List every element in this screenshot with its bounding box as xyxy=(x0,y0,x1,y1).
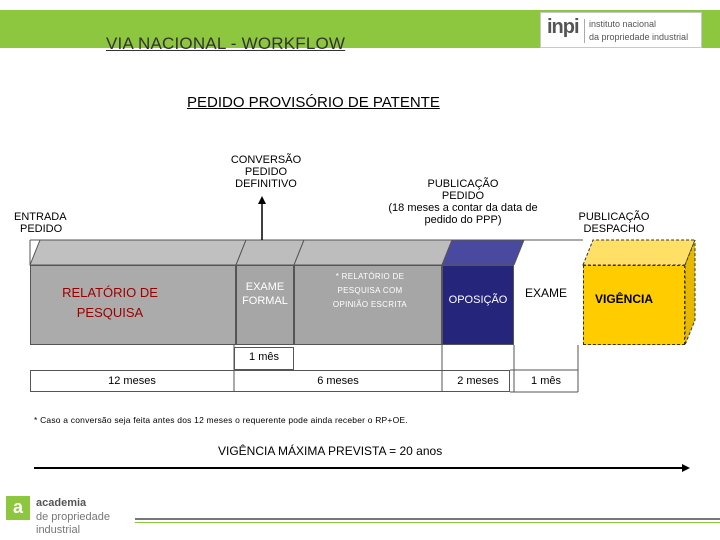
relatorio-opiniao-block-label: * RELATÓRIO DE PESQUISA COM OPINIÃO ESCRITA xyxy=(332,272,408,309)
relatorio-block-label: RELATÓRIO DE PESQUISA xyxy=(62,285,158,320)
vigencia-block-label: VIGÊNCIA xyxy=(594,292,653,306)
exame-formal-top-face xyxy=(236,240,304,265)
oposicao-block-label: OPOSIÇÃO xyxy=(448,294,508,306)
main-title: PEDIDO PROVISÓRIO DE PATENTE xyxy=(187,94,440,111)
exame-block-label: EXAME xyxy=(524,286,567,300)
footnote: * Caso a conversão seja feita antes dos 12 meses o requerente pode ainda receber o RP+OE. xyxy=(34,415,408,425)
conversao-label: CONVERSÃO PEDIDO DEFINITIVO xyxy=(230,154,302,190)
timeline-cell-12-meses: 12 meses xyxy=(108,375,156,387)
timeline-cell-6-meses: 6 meses xyxy=(317,375,359,387)
footer-rule-accent xyxy=(135,522,720,523)
header-title: VIA NACIONAL - WORKFLOW xyxy=(106,34,346,53)
one-month-label: 1 mês xyxy=(249,351,279,363)
timeline-cell-2-meses: 2 meses xyxy=(457,375,499,387)
exame-formal-block-label: EXAME FORMAL xyxy=(242,281,288,307)
entrada-label: ENTRADA PEDIDO xyxy=(14,211,67,235)
conversao-arrow-head xyxy=(258,196,266,204)
exame-block xyxy=(514,265,578,345)
timeline-cell-1-mes: 1 mês xyxy=(531,375,561,387)
total-duration-arrow xyxy=(34,467,682,469)
vigencia-top-face xyxy=(583,240,695,265)
vigencia-maxima-label: VIGÊNCIA MÁXIMA PREVISTA = 20 anos xyxy=(218,444,443,458)
relatorio-top-face xyxy=(30,240,246,265)
publicacao-pedido-label: PUBLICAÇÃO PEDIDO (18 meses a contar da data de pedido do PPP) xyxy=(388,178,538,226)
academia-text-line3: industrial xyxy=(36,524,81,536)
inpi-name-line2: da propriedade industrial xyxy=(589,32,689,42)
academia-logo-letter: a xyxy=(12,497,23,517)
academia-text-line2: de propriedade xyxy=(36,511,111,523)
oposicao-top-face xyxy=(442,240,524,265)
total-arrow-head xyxy=(682,464,690,472)
academia-text-line1: academia xyxy=(36,497,87,509)
inpi-name-line1: instituto nacional xyxy=(589,19,657,29)
opiniao-top-face xyxy=(294,240,452,265)
inpi-logo: inpi xyxy=(547,16,579,38)
publicacao-despacho-label: PUBLICAÇÃO DESPACHO xyxy=(578,211,650,235)
footer-rule xyxy=(135,518,720,520)
